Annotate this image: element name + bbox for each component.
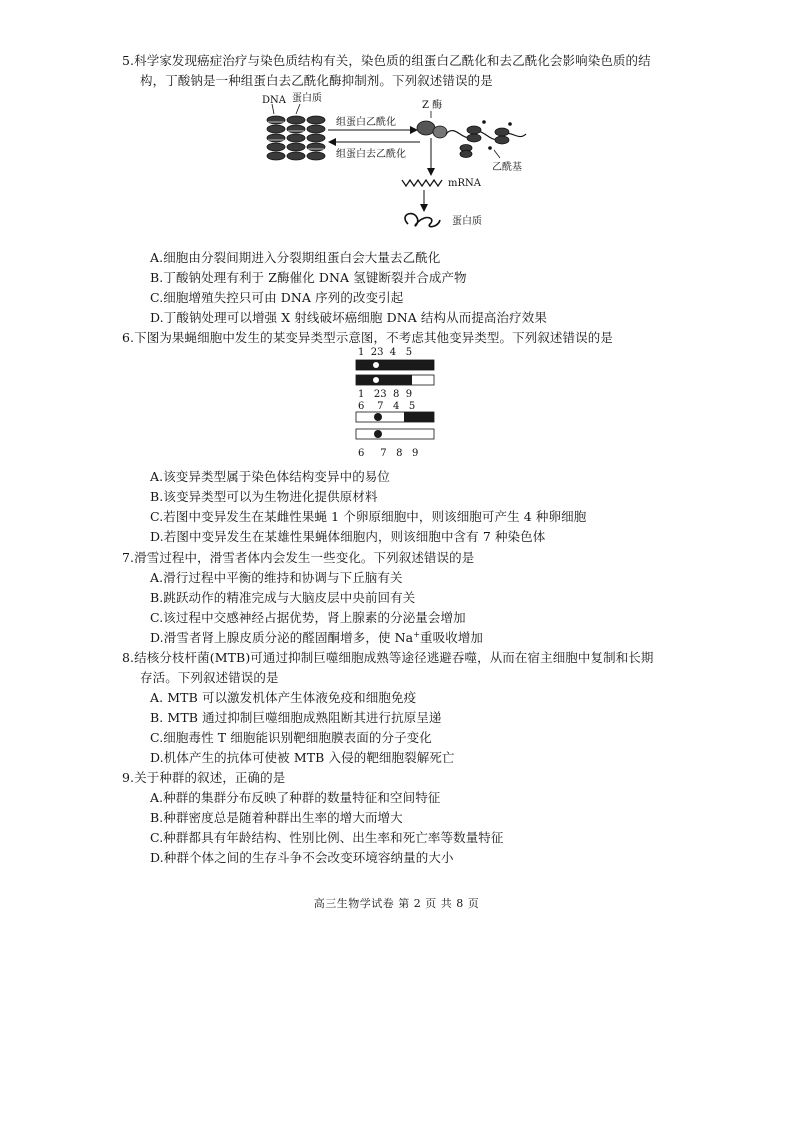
nucleosome-stacks-left xyxy=(267,116,325,160)
q5-option-a: A.细胞由分裂间期进入分裂期组蛋白会大量去乙酰化 xyxy=(150,250,441,265)
label-dna: DNA xyxy=(262,95,286,106)
q8-stem-line1: 8.结核分枝杆菌(MTB)可通过抑制巨噬细胞成熟等途径逃避吞噬，从而在宿主细胞中复制和长期 xyxy=(122,650,654,665)
q6-option-a: A.该变异类型属于染色体结构变异中的易位 xyxy=(150,469,391,484)
q6-stem: 6.下图为果蝇细胞中发生的某变异类型示意图，不考虑其他变异类型。下列叙述错误的是 xyxy=(122,330,613,345)
q5-option-b: B.丁酸钠处理有利于 Z酶催化 DNA 氢键断裂并合成产物 xyxy=(150,270,467,285)
q8-option-b: B. MTB 通过抑制巨噬细胞成熟阻断其进行抗原呈递 xyxy=(150,710,442,725)
q7-option-b: B.跳跃动作的精准完成与大脑皮层中央前回有关 xyxy=(150,590,416,605)
q5-histone-diagram xyxy=(260,92,540,234)
q6-chromosome-diagram xyxy=(350,345,440,461)
q7-option-c: C.该过程中交感神经占据优势，肾上腺素的分泌量会增加 xyxy=(150,610,466,625)
q6-option-d: D.若图中变异发生在某雄性果蝇体细胞内，则该细胞中含有 7 种染色体 xyxy=(150,529,546,544)
q5-stem-line2: 构，丁酸钠是一种组蛋白去乙酰化酶抑制剂。下列叙述错误的是 xyxy=(140,73,493,88)
label-acetyl-group: 乙酰基 xyxy=(492,162,522,173)
chromosome-labels-row4: 6 7 8 9 xyxy=(358,448,419,459)
label-z-enzyme: Z 酶 xyxy=(422,100,443,111)
q5-option-d: D.丁酸钠处理可以增强 X 射线破坏癌细胞 DNA 结构从而提高治疗效果 xyxy=(150,310,547,325)
page-footer: 高三生物学试卷 第 2 页 共 8 页 xyxy=(313,897,480,910)
q7-option-d-superscript: + xyxy=(413,629,421,639)
chromosome-labels-row2: 1 23 8 9 xyxy=(358,389,413,400)
label-acetylation: 组蛋白乙酰化 xyxy=(336,117,396,128)
nucleosomes-right xyxy=(460,126,509,158)
q5-option-c: C.细胞增殖失控只可由 DNA 序列的改变引起 xyxy=(150,290,404,305)
chromosome-labels-row3: 6 7 4 5 xyxy=(358,401,416,412)
q7-option-d-part2: 重吸收增加 xyxy=(420,630,484,645)
chromosome-original-2 xyxy=(356,429,434,439)
label-deacetylation: 组蛋白去乙酰化 xyxy=(336,149,406,160)
q8-option-d: D.机体产生的抗体可使被 MTB 入侵的靶细胞裂解死亡 xyxy=(150,750,455,765)
q7-option-a: A.滑行过程中平衡的维持和协调与下丘脑有关 xyxy=(150,570,403,585)
q7-stem: 7.滑雪过程中，滑雪者体内会发生一些变化。下列叙述错误的是 xyxy=(122,550,475,565)
q7-option-d-part1: D.滑雪者肾上腺皮质分泌的醛固酮增多，使 Na xyxy=(150,630,414,645)
q8-stem-line2: 存活。下列叙述错误的是 xyxy=(140,670,279,685)
q8-option-a: A. MTB 可以激发机体产生体液免疫和细胞免疫 xyxy=(150,690,417,705)
q5-stem-line1: 5.科学家发现癌症治疗与染色质结构有关，染色质的组蛋白乙酰化和去乙酰化会影响染色质的结 xyxy=(122,53,651,68)
q9-option-d: D.种群个体之间的生存斗争不会改变环境容纳量的大小 xyxy=(150,850,454,865)
label-mrna: mRNA xyxy=(448,178,481,189)
q8-option-c: C.细胞毒性 T 细胞能识别靶细胞膜表面的分子变化 xyxy=(150,730,432,745)
label-protein-bottom: 蛋白质 xyxy=(452,216,482,227)
q6-option-b: B.该变异类型可以为生物进化提供原材料 xyxy=(150,489,378,504)
q6-option-c: C.若图中变异发生在某雌性果蝇 1 个卵原细胞中，则该细胞可产生 4 种卵细胞 xyxy=(150,509,587,524)
q9-option-c: C.种群都具有年龄结构、性别比例、出生率和死亡率等数量特征 xyxy=(150,830,504,845)
q9-stem: 9.关于种群的叙述，正确的是 xyxy=(122,770,286,785)
q7-option-d xyxy=(150,629,483,647)
protein-coil xyxy=(405,214,440,227)
q9-option-a: A.种群的集群分布反映了种群的数量特征和空间特征 xyxy=(150,790,441,805)
q9-option-b: B.种群密度总是随着种群出生率的增大而增大 xyxy=(150,810,403,825)
chromosome-labels-row1: 1 23 4 5 xyxy=(358,347,413,358)
label-protein-top: 蛋白质 xyxy=(292,93,322,104)
chromosome-original-1 xyxy=(356,360,434,370)
